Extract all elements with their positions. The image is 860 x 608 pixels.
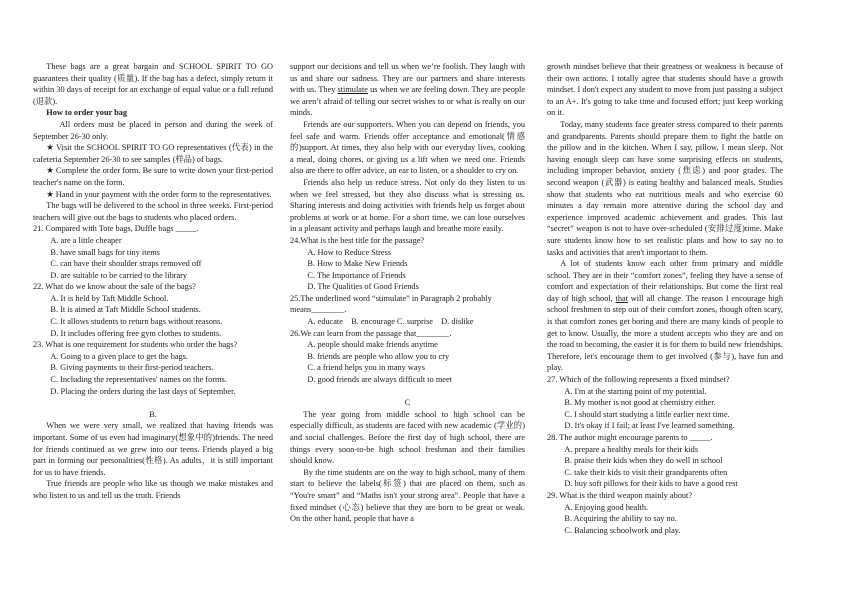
option: B. It is aimed at Taft Middle School students. [50,305,201,315]
option: C. I should start studying a little earlier next time. [564,409,730,419]
paragraph: growth mindset believe that their greatness or weakness is because of their own actions. I totally agree that students should have a growth mindset. I don't expect any student to move from just passing a subject to an A+. It's going to take time and focused effort; just keep working on it. [547,62,783,118]
option: D. The Qualities of Good Friends [307,282,419,292]
option: A. Enjoying good health. [564,502,649,512]
column-middle [290,61,525,525]
paragraph: By the time students are on the way to high school, many of them start to believe the labels(标签) that are placed on them, such as “You're smart” and “Maths isn't your strong area”. People that have a fixed mindset (心态) believe that they are born to be great or weak. On the other hand, people that have a [290,467,525,524]
option: C. Including the representatives' names on the forms. [50,375,227,385]
option: D. It's okay if I fail; at least I've learned something. [564,421,735,431]
paragraph: ★ Complete the order form. Be sure to write down your first-period teacher's name on the form. [33,166,273,187]
option: C. It allows students to return bags without reasons. [50,317,223,327]
option: A. How to Reduce Stress [307,247,392,257]
column-right [547,61,783,536]
option: B. praise their kids when they do well in school [564,456,723,466]
paragraph [547,258,783,374]
option: B. Giving payments to their first-period teachers. [50,363,214,373]
option: D. good friends are always difficult to meet [307,375,452,385]
option: A. It is held by Taft Middle School. [50,293,169,303]
question-22: 22. What do we know about the sale of the bags? [33,282,196,292]
underlined-word: that [615,293,628,303]
option: C. Balancing schoolwork and play. [564,525,681,535]
question-21: 21. Compared with Tote bags, Duffle bags _____. [33,224,199,234]
paragraph-text: us when we are feeling down. They are people we aren’t afraid of telling our secret wishes to or what is really on our minds. [290,85,525,118]
option-row: A. educate B. encourage C. surprise D. dislike [307,317,474,327]
paragraph: Friends are our supporters. When you can depend on friends, you feel safe and warm. Friends offer acceptance and emotional(情感的)support. At times, they also help with our everyday lives, cooking a meal, doing chores, or giving us a lift when we need one. Friends also are there to offer advice, an ear to listen, or a shoulder to cry on. [290,119,525,176]
paragraph-text: support our decisions and tell us when we’re foolish. They laugh with us and share our sadness. They are our partners and share interests with us. They [290,62,525,95]
option: D. It includes offering free gym clothes to students. [50,328,222,338]
section-label-c: C [404,398,411,408]
question-25: 25.The underlined word “stimulate” in Paragraph 2 probably means________. [290,293,492,315]
option: B. How to Make New Friends [307,259,408,269]
paragraph [290,61,525,119]
option: A. people should make friends anytime [307,340,438,350]
paragraph: These bags are a great bargain and SCHOOL SPIRIT TO GO guarantees their quality (质量). If the bag has a defect, simply return it within 30 days of receipt for an exchange of equal value or a full refund (退款). [33,62,273,106]
column-left [33,61,273,502]
underlined-word: stimulate [337,85,368,95]
section-label-b: B. [149,409,157,419]
option: A. Going to a given place to get the bags. [50,351,188,361]
option: C. a friend helps you in many ways [307,363,425,373]
paragraph: The year going from middle school to high school can be especially difficult, as students are faced with new academic (学业的) and social challenges. Before the first day of high school, there are things every soon-to-be high school freshman and their families should know. [290,409,525,466]
question-26: 26.We can learn from the passage that________. [290,328,452,338]
paragraph-text: A lot of students know each other from primary and middle school. They are in their “comfort zones”, feeling they have a sense of comfort and expectation of their relationships. But come the first real day of high school, [547,259,783,303]
option: B. friends are people who allow you to cry [307,351,450,361]
section-heading: How to order your bag [46,108,128,118]
question-27: 27. Which of the following represents a fixed mindset? [547,375,730,385]
paragraph: ★ Hand in your payment with the order form to the representatives. [46,189,272,199]
paragraph: Today, many students face greater stress compared to their parents and grandparents. Parents should prepare them to fight the battle on the pillow and in the kitchen. When I say, pillow, I mean sleep. Not having enough sleep can have some surprising effects on students, including improper behavior, anxiety (焦虑) and poor grades. The second weapon (武器) is eating healthy and balanced meals. Studies show that students who eat nutritious meals and who exercise 60 minutes a day remain more attentive during the school day and experience improved academic achievement and grades. This last “secret” weapon is not to have over-scheduled (安排过度)time. Make sure students know how to set realistic plans and how to say no to tasks and activities that aren't important to them. [547,119,783,257]
option: C. can have their shoulder straps removed off [50,259,202,269]
paragraph: When we were very small, we realized that having friends was important. Some of us even had imaginary(想象中的)friends. The need for friends continued as we grew into our teens. Friends played a big part in forming our personalities(性格). As adults，it is still important for us to have friends. [33,421,273,477]
question-28: 28. The author might encourage parents to _____. [547,433,713,442]
option: D. are suitable to be carried to the library [50,270,188,280]
option: C. The Importance of Friends [307,270,406,280]
paragraph: True friends are people who like us though we make mistakes and who listen to us and tell us the truth. Friends [33,479,273,500]
question-24: 24.What is the best title for the passage? [290,235,425,245]
question-29: 29. What is the third weapon mainly about? [547,490,693,500]
option: B. My mother is not good at chemistry either. [564,398,716,408]
option: C. take their kids to visit their grandparents often [564,467,728,477]
question-23: 23. What is one requirement for students who order the bags? [33,340,238,350]
paragraph: The bags will be delivered to the school in three weeks. First-period teachers will give out the bags to students who placed orders. [33,201,273,222]
paragraph: ★ Visit the SCHOOL SPIRIT TO GO representatives (代表) in the cafeteria September 26-30 to see samples (样品) of bags. [33,143,273,164]
option: D. Placing the orders during the last days of September. [50,386,236,396]
paragraph: All orders must be placed in person and during the week of September 26-30 only. [33,119,273,141]
option: A. are a little cheaper [50,235,122,245]
option: B. have small bags for tiny items [50,247,160,257]
option: D. buy soft pillows for their kids to have a good rest [564,479,738,489]
option: B. Acquiring the ability to say no. [564,514,677,524]
option: A. I'm at the starting point of my potential. [564,386,707,396]
paragraph: Friends also help us reduce stress. Not only do they listen to us when we feel stressed, but they also discuss what is stressing us. Sharing interests and doing activities with friends help us forget about problems at work or at home. For a short time, we can lose ourselves in a pleasant activity and perhaps laugh and breathe more easily. [290,177,525,234]
paragraph-text: will all change. The reason I encourage high school freshmen to step out of their comfort zones, though often scary, is that comfort zones get boring and there are many kinds of people to get to know. Usually, the more a student accepts who they are and on the road to becoming, the easier it is for them to build new friendships. Therefore, let's encourage them to get involved (参与), have fun and play. [547,293,783,373]
option: A. prepare a healthy meals for their kids [564,444,699,454]
